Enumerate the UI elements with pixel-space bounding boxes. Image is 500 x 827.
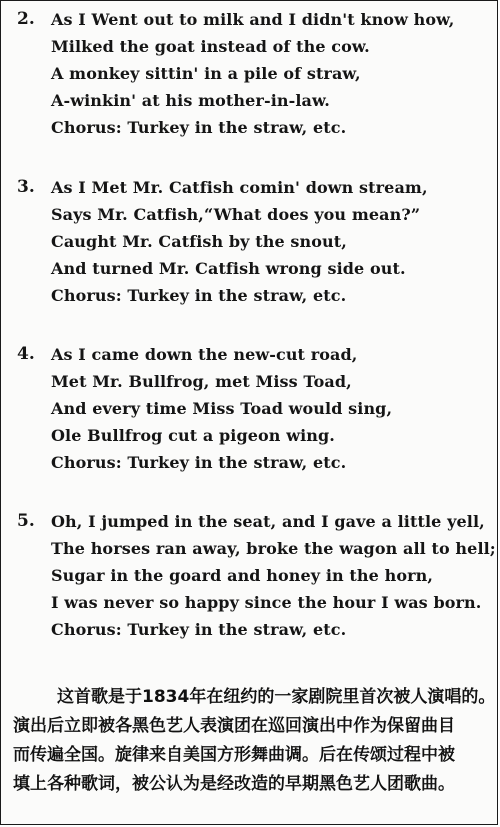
lyric-line: Caught Mr. Catfish by the snout, [51,232,347,251]
chorus-line: Chorus: Turkey in the straw, etc. [51,620,347,639]
lyric-line: Milked the goat instead of the cow. [51,37,370,56]
lyric-line: A monkey sittin' in a pile of straw, [51,64,361,83]
lyric-line: And every time Miss Toad would sing, [51,399,393,418]
lyric-line: The horses ran away, broke the wagon all to hell; [51,539,496,558]
note-line: 演出后立即被各黑色艺人表演团在巡回演出中作为保留曲目 [13,716,455,736]
note-line: 而传遍全国。旋律来自美国方形舞曲调。后在传颂过程中被 [13,745,455,765]
verse-number: 3. [17,177,35,197]
lyric-line: Met Mr. Bullfrog, met Miss Toad, [51,372,352,391]
lyric-line: And turned Mr. Catfish wrong side out. [51,259,406,278]
lyric-line: I was never so happy since the hour I was born. [51,593,482,612]
lyric-line: As I came down the new-cut road, [51,345,358,364]
note-line: 填上各种歌词，被公认为是经改造的早期黑色艺人团歌曲。 [13,774,455,794]
lyric-line: Sugar in the goard and honey in the horn, [51,566,434,585]
note-line: 这首歌是于1834年在纽约的一家剧院里首次被人演唱的。 [57,687,496,707]
chorus-line: Chorus: Turkey in the straw, etc. [51,453,347,472]
lyric-line: A-winkin' at his mother-in-law. [51,91,330,110]
lyric-line: Says Mr. Catfish,“What does you mean?” [51,205,421,224]
chorus-line: Chorus: Turkey in the straw, etc. [51,118,347,137]
lyric-line: As I Went out to milk and I didn't know how, [51,10,455,29]
verse-number: 4. [17,344,35,364]
lyric-line: As I Met Mr. Catfish comin' down stream, [51,178,428,197]
lyric-line: Ole Bullfrog cut a pigeon wing. [51,426,335,445]
song-history-note [13,683,497,799]
verse-number: 2. [17,9,35,29]
chorus-line: Chorus: Turkey in the straw, etc. [51,286,347,305]
lyric-line: Oh, I jumped in the seat, and I gave a little yell, [51,512,485,531]
verse-number: 5. [17,511,35,531]
